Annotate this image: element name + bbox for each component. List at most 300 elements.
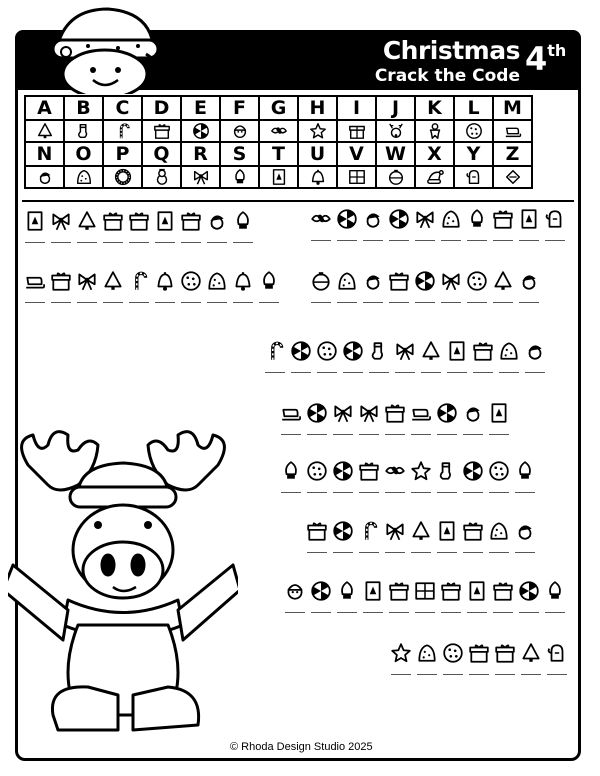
key-letter-p: P (103, 142, 142, 166)
tree-icon (420, 340, 442, 362)
answer-blank[interactable] (337, 612, 357, 613)
peppermint-icon (436, 402, 458, 424)
mitten-icon (465, 168, 483, 186)
key-icon-cell (493, 166, 532, 188)
grade-label (525, 40, 566, 78)
answer-blank[interactable] (489, 492, 509, 493)
puzzle-row-2 (308, 208, 568, 241)
answer-blank[interactable] (495, 674, 515, 675)
answer-blank[interactable] (415, 612, 435, 613)
card-icon (436, 520, 458, 542)
code-symbol (314, 340, 340, 373)
answer-blank[interactable] (369, 372, 389, 373)
answer-blank[interactable] (489, 434, 509, 435)
key-letter-t: T (259, 142, 298, 166)
answer-blank[interactable] (311, 302, 331, 303)
answer-blank[interactable] (411, 492, 431, 493)
answer-blank[interactable] (281, 492, 301, 493)
peppermint-icon (332, 520, 354, 542)
answer-blank[interactable] (181, 242, 201, 243)
key-letter-m: M (493, 96, 532, 120)
answer-blank[interactable] (291, 372, 311, 373)
answer-blank[interactable] (233, 242, 253, 243)
puzzle-row-7 (278, 460, 538, 493)
holly-icon (384, 460, 406, 482)
code-symbol (340, 340, 366, 373)
bell-icon (154, 270, 176, 292)
answer-blank[interactable] (463, 552, 483, 553)
code-symbol (516, 270, 542, 303)
key-letter-y: Y (454, 142, 493, 166)
key-icon-cell (142, 166, 181, 188)
answer-blank[interactable] (385, 552, 405, 553)
code-symbol (464, 270, 490, 303)
card-icon (154, 210, 176, 232)
answer-blank[interactable] (411, 552, 431, 553)
key-letter-r: R (181, 142, 220, 166)
code-symbol (440, 642, 466, 675)
key-letter-b: B (64, 96, 103, 120)
holly-icon (310, 208, 332, 230)
sleigh-icon (280, 402, 302, 424)
answer-blank[interactable] (359, 434, 379, 435)
cookie-icon (180, 270, 202, 292)
grade-number: 4 (525, 40, 548, 78)
code-symbol (382, 402, 408, 435)
key-row-letters-a-m (25, 96, 532, 120)
answer-blank[interactable] (463, 434, 483, 435)
code-symbol (490, 270, 516, 303)
santa-icon (524, 340, 546, 362)
peppermint-icon (462, 460, 484, 482)
bow-icon (332, 402, 354, 424)
code-symbol (434, 520, 460, 553)
key-letter-k: K (415, 96, 454, 120)
key-icon-cell (103, 166, 142, 188)
code-symbol (512, 520, 538, 553)
answer-blank[interactable] (441, 612, 461, 613)
page-subtitle: Crack the Code (374, 66, 520, 86)
key-icon-cell (454, 120, 493, 142)
answer-blank[interactable] (463, 492, 483, 493)
key-letter-q: Q (142, 142, 181, 166)
peppermint-icon (342, 340, 364, 362)
answer-blank[interactable] (469, 674, 489, 675)
answer-blank[interactable] (519, 302, 539, 303)
bow-icon (358, 402, 380, 424)
santa-icon (362, 270, 384, 292)
answer-blank[interactable] (437, 434, 457, 435)
answer-blank[interactable] (259, 302, 279, 303)
code-symbol (360, 580, 386, 613)
answer-blank[interactable] (363, 240, 383, 241)
code-symbol (466, 642, 492, 675)
key-icon-cell (25, 120, 64, 142)
answer-blank[interactable] (129, 302, 149, 303)
puzzle-row-4 (308, 270, 542, 303)
answer-blank[interactable] (385, 434, 405, 435)
answer-blank[interactable] (391, 674, 411, 675)
answer-blank[interactable] (389, 302, 409, 303)
key-icon-cell (181, 166, 220, 188)
code-symbol (418, 340, 444, 373)
answer-blank[interactable] (307, 492, 327, 493)
answer-blank[interactable] (25, 302, 45, 303)
key-icon-cell (298, 166, 337, 188)
tree-icon (492, 270, 514, 292)
bulb-icon (514, 460, 536, 482)
key-letter-i: I (337, 96, 376, 120)
code-symbol (460, 402, 486, 435)
gift-icon (153, 122, 171, 140)
key-icon-cell (259, 166, 298, 188)
key-icon-cell (64, 120, 103, 142)
tree-icon (520, 642, 542, 664)
code-symbol (438, 208, 464, 241)
key-icon-cell (298, 120, 337, 142)
code-symbol (356, 402, 382, 435)
key-letter-l: L (454, 96, 493, 120)
card-icon (270, 168, 288, 186)
puzzle-row-5 (262, 340, 548, 373)
answer-blank[interactable] (441, 302, 461, 303)
peppermint-icon (192, 122, 210, 140)
answer-blank[interactable] (307, 552, 327, 553)
grade-suffix: th (547, 41, 567, 61)
key-icon-cell (103, 120, 142, 142)
bow-icon (440, 270, 462, 292)
answer-blank[interactable] (77, 242, 97, 243)
gift-icon (388, 270, 410, 292)
answer-blank[interactable] (467, 612, 487, 613)
cookie-icon (488, 460, 510, 482)
answer-blank[interactable] (51, 242, 71, 243)
tree-icon (36, 122, 54, 140)
answer-blank[interactable] (415, 240, 435, 241)
key-letter-n: N (25, 142, 64, 166)
sleigh-icon (410, 402, 432, 424)
code-symbol (412, 580, 438, 613)
answer-blank[interactable] (389, 612, 409, 613)
card-icon (466, 580, 488, 602)
answer-blank[interactable] (473, 372, 493, 373)
code-symbol (278, 402, 304, 435)
answer-blank[interactable] (421, 372, 441, 373)
gumdrop-icon (416, 642, 438, 664)
peppermint-icon (388, 208, 410, 230)
santa-icon (518, 270, 540, 292)
key-icon-cell (64, 166, 103, 188)
answer-blank[interactable] (359, 492, 379, 493)
bow-icon (384, 520, 406, 542)
star-icon (309, 122, 327, 140)
answer-blank[interactable] (207, 302, 227, 303)
code-symbol (308, 580, 334, 613)
answer-blank[interactable] (103, 302, 123, 303)
peppermint-icon (310, 580, 332, 602)
answer-blank[interactable] (441, 240, 461, 241)
gift-icon (358, 460, 380, 482)
star-icon (410, 460, 432, 482)
code-symbol (518, 642, 544, 675)
key-row-icons-n-z (25, 166, 532, 188)
key-letter-j: J (376, 96, 415, 120)
code-symbol (386, 270, 412, 303)
answer-blank[interactable] (333, 552, 353, 553)
answer-blank[interactable] (415, 302, 435, 303)
answer-blank[interactable] (129, 242, 149, 243)
puzzle-row-9 (282, 580, 568, 613)
key-icon-cell (259, 120, 298, 142)
code-symbol (152, 210, 178, 243)
sleigh-icon (24, 270, 46, 292)
answer-blank[interactable] (499, 372, 519, 373)
peppermint-icon (518, 580, 540, 602)
bow-icon (394, 340, 416, 362)
answer-blank[interactable] (519, 240, 539, 241)
code-symbol (408, 402, 434, 435)
puzzle-row-1 (22, 210, 256, 243)
stocking-icon (75, 122, 93, 140)
code-symbol (408, 460, 434, 493)
code-symbol (392, 340, 418, 373)
answer-blank[interactable] (437, 552, 457, 553)
code-symbol (408, 520, 434, 553)
code-symbol (464, 208, 490, 241)
present-box-icon (348, 122, 366, 140)
code-symbol (152, 270, 178, 303)
key-icon-cell (25, 166, 64, 188)
code-symbol (230, 210, 256, 243)
code-symbol (486, 520, 512, 553)
key-icon-cell (220, 120, 259, 142)
key-icon-cell (415, 120, 454, 142)
answer-blank[interactable] (493, 240, 513, 241)
answer-blank[interactable] (489, 552, 509, 553)
answer-blank[interactable] (389, 240, 409, 241)
answer-blank[interactable] (337, 302, 357, 303)
code-symbol (334, 580, 360, 613)
santa-icon (462, 402, 484, 424)
answer-blank[interactable] (103, 242, 123, 243)
key-icon-cell (493, 120, 532, 142)
bulb-icon (544, 580, 566, 602)
mitten-icon (546, 642, 568, 664)
stocking-icon (368, 340, 390, 362)
key-row-icons-a-m (25, 120, 532, 142)
puzzle-row-10 (388, 642, 570, 675)
gift-icon (180, 210, 202, 232)
answer-blank[interactable] (359, 552, 379, 553)
gift-icon (128, 210, 150, 232)
ornament2-icon (504, 168, 522, 186)
answer-blank[interactable] (547, 674, 567, 675)
answer-blank[interactable] (467, 302, 487, 303)
holly-icon (270, 122, 288, 140)
code-symbol (330, 460, 356, 493)
gift-icon (492, 208, 514, 230)
key-letter-f: F (220, 96, 259, 120)
code-symbol (434, 460, 460, 493)
bulb-icon (280, 460, 302, 482)
gumdrop-icon (440, 208, 462, 230)
code-symbol (360, 270, 386, 303)
bow-icon (76, 270, 98, 292)
santa-icon (362, 208, 384, 230)
code-symbol (360, 208, 386, 241)
code-symbol (492, 642, 518, 675)
code-symbol (278, 460, 304, 493)
answer-blank[interactable] (519, 612, 539, 613)
key-icon-cell (337, 120, 376, 142)
answer-blank[interactable] (77, 302, 97, 303)
code-symbol (464, 580, 490, 613)
answer-blank[interactable] (333, 492, 353, 493)
answer-blank[interactable] (51, 302, 71, 303)
present-box2-icon (414, 580, 436, 602)
code-symbol (382, 460, 408, 493)
key-icon-cell (220, 166, 259, 188)
wreath-icon (114, 168, 132, 186)
key-letter-s: S (220, 142, 259, 166)
code-symbol (366, 340, 392, 373)
answer-blank[interactable] (515, 552, 535, 553)
code-symbol (100, 270, 126, 303)
code-symbol (412, 270, 438, 303)
code-symbol (262, 340, 288, 373)
answer-blank[interactable] (155, 242, 175, 243)
code-symbol (438, 270, 464, 303)
code-symbol (386, 580, 412, 613)
code-symbol (330, 520, 356, 553)
gift-icon (384, 402, 406, 424)
peppermint-icon (336, 208, 358, 230)
answer-blank[interactable] (311, 240, 331, 241)
answer-blank[interactable] (493, 612, 513, 613)
snowman-icon (153, 168, 171, 186)
bell-icon (232, 270, 254, 292)
santa-icon (514, 520, 536, 542)
answer-blank[interactable] (385, 492, 405, 493)
answer-blank[interactable] (265, 372, 285, 373)
answer-blank[interactable] (363, 612, 383, 613)
code-symbol (308, 270, 334, 303)
answer-blank[interactable] (233, 302, 253, 303)
ornament-icon (387, 168, 405, 186)
code-symbol (334, 270, 360, 303)
key-letter-c: C (103, 96, 142, 120)
card-icon (24, 210, 46, 232)
moose-illustration (8, 425, 238, 745)
code-symbol (460, 520, 486, 553)
elf-icon (231, 122, 249, 140)
code-symbol (282, 580, 308, 613)
key-letter-a: A (25, 96, 64, 120)
elf-icon (284, 580, 306, 602)
code-symbol (74, 270, 100, 303)
gift-icon (472, 340, 494, 362)
answer-blank[interactable] (545, 240, 565, 241)
answer-blank[interactable] (447, 372, 467, 373)
code-symbol (516, 208, 542, 241)
bell-icon (309, 168, 327, 186)
key-icon-cell (181, 120, 220, 142)
answer-blank[interactable] (411, 434, 431, 435)
code-symbol (542, 208, 568, 241)
answer-blank[interactable] (525, 372, 545, 373)
answer-blank[interactable] (417, 674, 437, 675)
answer-blank[interactable] (333, 434, 353, 435)
tree-icon (102, 270, 124, 292)
answer-blank[interactable] (311, 612, 331, 613)
mitten-icon (544, 208, 566, 230)
gumdrop-icon (206, 270, 228, 292)
card-icon (362, 580, 384, 602)
answer-blank[interactable] (25, 242, 45, 243)
gumdrop-icon (336, 270, 358, 292)
code-symbol (412, 208, 438, 241)
code-symbol (434, 402, 460, 435)
answer-blank[interactable] (181, 302, 201, 303)
cookie-icon (306, 460, 328, 482)
answer-blank[interactable] (437, 492, 457, 493)
gift-icon (440, 580, 462, 602)
tree-icon (410, 520, 432, 542)
answer-blank[interactable] (155, 302, 175, 303)
code-symbol (256, 270, 282, 303)
gift-icon (388, 580, 410, 602)
key-letter-v: V (337, 142, 376, 166)
code-symbol (470, 340, 496, 373)
santa-icon (206, 210, 228, 232)
present-box2-icon (348, 168, 366, 186)
answer-blank[interactable] (337, 240, 357, 241)
answer-blank[interactable] (443, 674, 463, 675)
answer-blank[interactable] (207, 242, 227, 243)
code-symbol (382, 520, 408, 553)
answer-blank[interactable] (515, 492, 535, 493)
answer-blank[interactable] (307, 434, 327, 435)
star-icon (390, 642, 412, 664)
answer-blank[interactable] (343, 372, 363, 373)
code-symbol (100, 210, 126, 243)
answer-blank[interactable] (521, 674, 541, 675)
bulb-icon (336, 580, 358, 602)
key-icon-cell (415, 166, 454, 188)
peppermint-icon (306, 402, 328, 424)
key-icon-cell (376, 166, 415, 188)
answer-blank[interactable] (317, 372, 337, 373)
code-symbol (48, 270, 74, 303)
cookie-icon (442, 642, 464, 664)
code-symbol (230, 270, 256, 303)
santa-icon (36, 168, 54, 186)
cookie-icon (465, 122, 483, 140)
key-icon-cell (376, 120, 415, 142)
code-symbol (126, 270, 152, 303)
answer-blank[interactable] (395, 372, 415, 373)
bow-icon (50, 210, 72, 232)
answer-blank[interactable] (545, 612, 565, 613)
code-symbol (522, 340, 548, 373)
answer-blank[interactable] (281, 434, 301, 435)
answer-blank[interactable] (467, 240, 487, 241)
answer-blank[interactable] (285, 612, 305, 613)
key-letter-h: H (298, 96, 337, 120)
answer-blank[interactable] (363, 302, 383, 303)
answer-blank[interactable] (493, 302, 513, 303)
code-symbol (444, 340, 470, 373)
